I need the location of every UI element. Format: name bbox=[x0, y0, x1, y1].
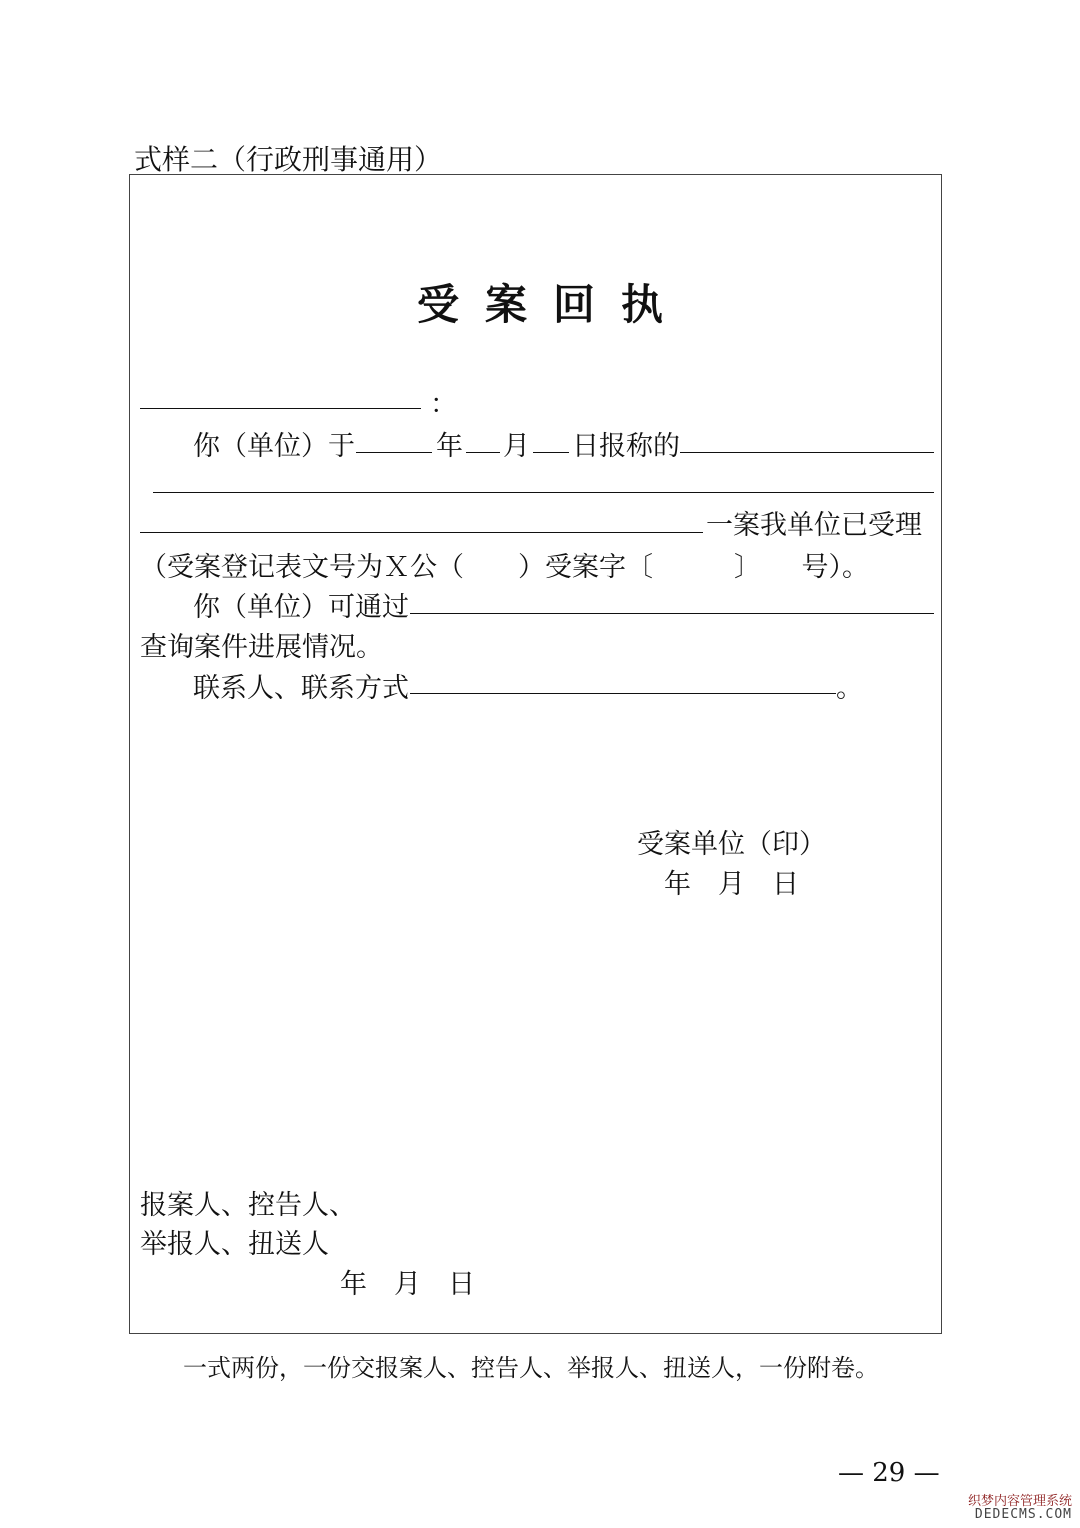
report-date-prefix: 你（单位）于 bbox=[193, 431, 355, 462]
watermark-zh: 织梦内容管理系统 bbox=[967, 1493, 1072, 1509]
page-number: — 29 — bbox=[838, 1458, 940, 1488]
contact-period: 。 bbox=[836, 673, 863, 704]
form-note: （行政刑事通用） bbox=[218, 143, 443, 176]
document-title: 受案回执 bbox=[416, 280, 689, 329]
month-label: 月 bbox=[503, 431, 530, 462]
addressee-colon: ： bbox=[430, 389, 457, 420]
inquiry-prefix: 你（单位）可通过 bbox=[193, 592, 409, 623]
form-label: 式样二 bbox=[134, 143, 219, 176]
watermark-logo bbox=[968, 1495, 1072, 1522]
copies-note: 一式两份，一份交报案人、控告人、举报人、扭送人，一份附卷。 bbox=[183, 1354, 879, 1382]
case-name-blank-2 bbox=[153, 492, 934, 493]
seal-date: 年 月 日 bbox=[664, 869, 799, 900]
watermark-en: DEDECMS.COM bbox=[974, 1507, 1072, 1523]
year-blank bbox=[356, 452, 432, 453]
report-suffix: 日报称的 bbox=[572, 431, 680, 462]
inquiry-method-blank bbox=[410, 613, 934, 614]
registration-number-text: （受案登记表文号为Ｘ公（ ）受案字〔 〕 号）。 bbox=[140, 552, 869, 583]
form-frame bbox=[129, 174, 942, 1334]
inquiry-suffix: 查询案件进展情况。 bbox=[140, 632, 383, 663]
accepted-text: 一案我单位已受理 bbox=[706, 510, 922, 541]
case-name-blank-1 bbox=[680, 452, 934, 453]
contact-prefix: 联系人、联系方式 bbox=[193, 673, 409, 704]
addressee-blank bbox=[140, 408, 421, 409]
signatory-date: 年 月 日 bbox=[340, 1269, 475, 1300]
accepting-unit-seal: 受案单位（印） bbox=[637, 829, 826, 860]
signatory-label-1: 报案人、控告人、 bbox=[140, 1190, 356, 1221]
contact-blank bbox=[410, 693, 836, 694]
signatory-label-2: 举报人、扭送人 bbox=[140, 1229, 329, 1260]
day-blank bbox=[533, 452, 569, 453]
month-blank bbox=[466, 452, 500, 453]
form-header bbox=[134, 138, 442, 178]
case-name-blank-3 bbox=[140, 532, 703, 533]
year-label: 年 bbox=[436, 431, 463, 462]
